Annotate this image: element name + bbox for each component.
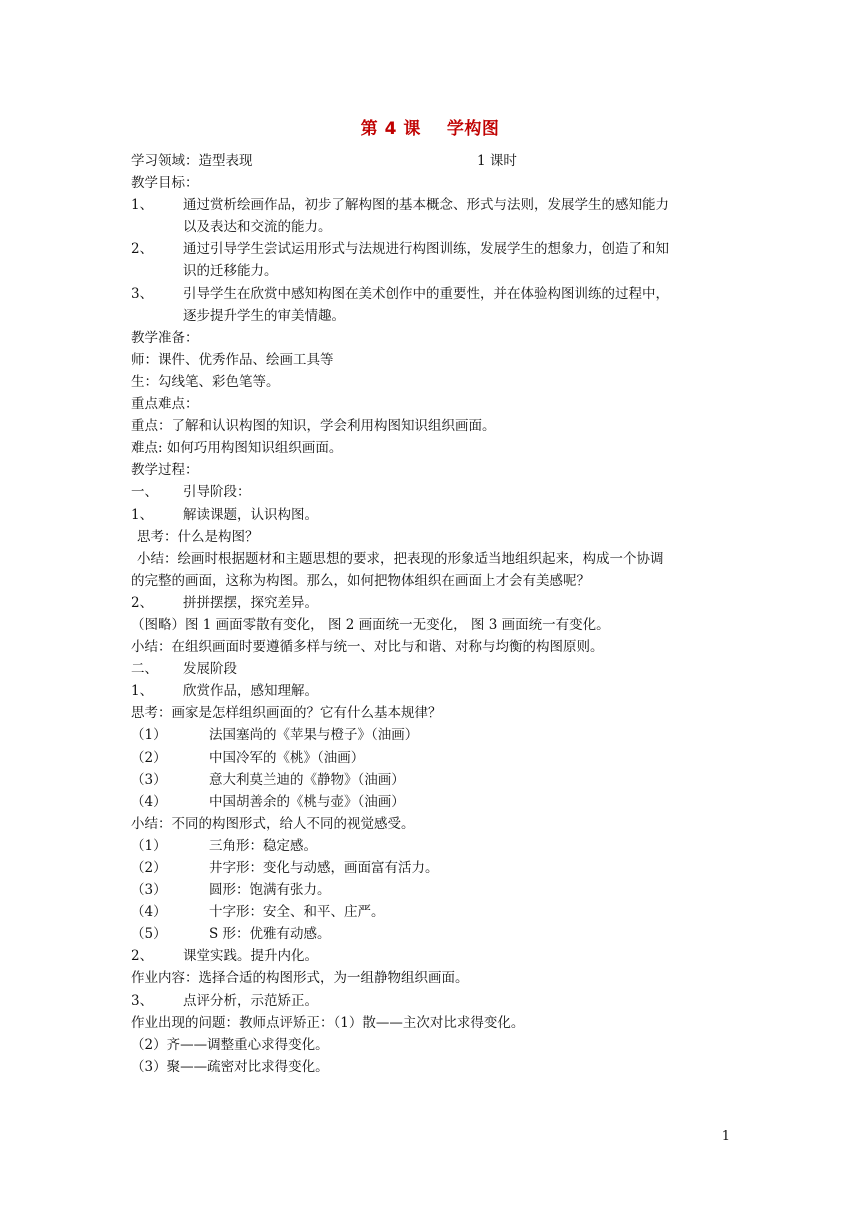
difficulty-point: 难点: 如何巧用构图知识组织画面。 <box>131 440 343 457</box>
problem-line: （2）齐——调整重心求得变化。 <box>131 1036 329 1053</box>
summary-line: 小结：不同的构图形式，给人不同的视觉感受。 <box>131 815 415 832</box>
problem-line: （3）聚——疏密对比求得变化。 <box>131 1058 329 1075</box>
goal-item: 2、 通过引导学生尝试运用形式与法规进行构图训练，发展学生的想象力，创造了和知 <box>131 241 669 258</box>
composition-form: （3） 圆形：饱满有张力。 <box>131 882 331 899</box>
prep-heading: 教学准备： <box>131 329 199 346</box>
figure-notes: （图略）图 1 画面零散有变化， 图 2 画面统一无变化， 图 3 画面统一有变化。 <box>131 616 610 633</box>
goal-item-continued: 逐步提升学生的审美情趣。 <box>183 307 345 324</box>
class-hours: 1 课时 <box>477 153 517 169</box>
process-heading: 教学过程： <box>131 462 199 479</box>
step-item: 1、 解读课题，认识构图。 <box>131 506 318 523</box>
composition-form: （2） 井字形：变化与动感，画面富有活力。 <box>131 860 439 876</box>
composition-form: （1） 三角形：稳定感。 <box>131 837 317 854</box>
stage-heading: 一、 引导阶段： <box>131 484 251 501</box>
key-point: 重点：了解和认识构图的知识，学会利用构图知识组织画面。 <box>131 418 496 435</box>
goal-item: 3、 引导学生在欣赏中感知构图在美术创作中的重要性，并在体验构图训练的过程中， <box>131 285 669 302</box>
problem-line: 作业出现的问题：教师点评矫正：（1）散——主次对比求得变化。 <box>131 1014 525 1031</box>
lesson-name: 学构图 <box>446 119 500 139</box>
artwork-item: （4） 中国胡善余的《桃与壶》（油画） <box>131 793 405 810</box>
composition-form: （5） S 形：优雅有动感。 <box>131 926 331 943</box>
lesson-body <box>131 150 731 1078</box>
goal-item: 1、 通过赏析绘画作品，初步了解构图的基本概念、形式与法则，发展学生的感知能力 <box>131 197 669 214</box>
goal-item-continued: 识的迁移能力。 <box>183 263 278 280</box>
artwork-item: （1） 法国塞尚的《苹果与橙子》（油画） <box>131 727 419 744</box>
think-question: 思考：画家是怎样组织画面的？它有什么基本规律？ <box>131 705 442 722</box>
step-item: 3、 点评分析，示范矫正。 <box>131 992 318 1009</box>
page-number: 1 <box>721 1129 730 1144</box>
key-heading: 重点难点： <box>131 396 199 413</box>
lesson-number: 第 4 课 <box>360 119 421 139</box>
think-question: 思考：什么是构图？ <box>137 528 259 545</box>
goals-heading: 教学目标： <box>131 175 199 192</box>
step-item: 2、 拼拼摆摆，探究差异。 <box>131 594 318 611</box>
prep-student: 生：勾线笔、彩色笔等。 <box>131 373 280 390</box>
summary-line: 小结：绘画时根据题材和主题思想的要求，把表现的形象适当地组织起来，构成一个协调 <box>137 550 664 567</box>
meta-line <box>131 150 731 172</box>
summary-line-continued: 的完整的画面，这称为构图。那么，如何把物体组织在画面上才会有美感呢？ <box>131 572 590 589</box>
stage-heading: 二、 发展阶段 <box>131 661 237 678</box>
homework-line: 作业内容：选择合适的构图形式，为一组静物组织画面。 <box>131 970 469 987</box>
summary-line: 小结：在组织画面时要遵循多样与统一、对比与和谐、对称与均衡的构图原则。 <box>131 639 604 656</box>
artwork-item: （2） 中国冷军的《桃》（油画） <box>131 749 365 766</box>
composition-form: （4） 十字形：安全、和平、庄严。 <box>131 904 385 921</box>
lesson-title <box>0 114 860 139</box>
step-item: 2、 课堂实践。提升内化。 <box>131 948 318 965</box>
step-item: 1、 欣赏作品，感知理解。 <box>131 683 318 700</box>
goal-item-continued: 以及表达和交流的能力。 <box>183 219 332 236</box>
learning-domain: 学习领域：造型表现 <box>131 153 253 169</box>
prep-teacher: 师：课件、优秀作品、绘画工具等 <box>131 351 334 368</box>
artwork-item: （3） 意大利莫兰迪的《静物》（油画） <box>131 771 405 788</box>
